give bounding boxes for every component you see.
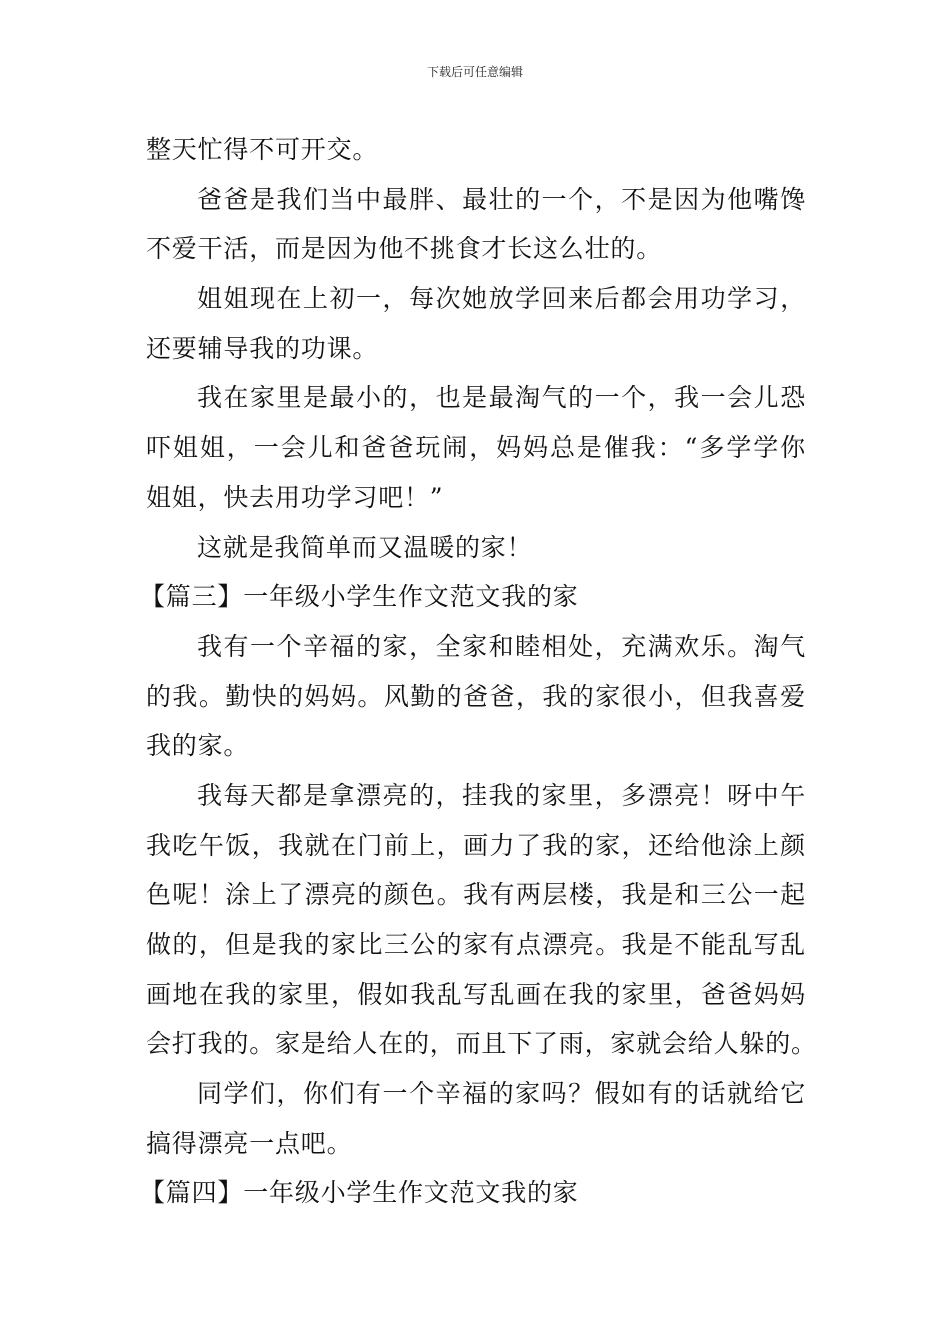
text-line: 色呢！涂上了漂亮的颜色。我有两层楼，我是和三公一起 [146,880,806,910]
paragraph-start-line: 我在家里是最小的，也是最淘气的一个，我一会儿恐 [197,383,806,413]
text-line: 还要辅导我的功课。 [146,333,379,363]
text-line: 搞得漂亮一点吧。 [146,1128,353,1158]
paragraph-start-line: 爸爸是我们当中最胖、最壮的一个，不是因为他嘴馋 [197,184,806,214]
text-line: 的我。勤快的妈妈。风勤的爸爸，我的家很小，但我喜爱 [146,681,806,711]
text-line: 我吃午饭，我就在门前上，画力了我的家，还给他涂上颜 [146,830,806,860]
paragraph-start-line: 姐姐现在上初一，每次她放学回来后都会用功学习， [197,284,806,314]
text-line: 会打我的。家是给人在的，而且下了雨，家就会给人躲的。 [146,1029,817,1059]
document-body [140,125,817,1218]
paragraph-start-line: 这就是我简单而又温暖的家！ [197,532,533,562]
text-line: 不爱干活，而是因为他不挑食才长这么壮的。 [146,234,663,264]
page-header: 下载后可任意编辑 [426,65,523,79]
section-heading-three: 【篇三】一年级小学生作文范文我的家 [140,582,579,612]
text-line: 吓姐姐，一会儿和爸爸玩闹，妈妈总是催我：“多学学你 [146,433,806,463]
text-line: 做的，但是我的家比三公的家有点漂亮。我是不能乱写乱 [146,930,806,959]
text-line: 姐姐，快去用功学习吧！” [146,482,444,512]
text-line: 整天忙得不可开交。 [146,135,379,164]
section-heading-four: 【篇四】一年级小学生作文范文我的家 [140,1178,579,1208]
text-line: 画地在我的家里，假如我乱写乱画在我的家里，爸爸妈妈 [146,979,806,1009]
paragraph-start-line: 我有一个辛福的家，全家和睦相处，充满欢乐。淘气 [197,631,806,661]
paragraph-start-line: 我每天都是拿漂亮的，挂我的家里，多漂亮！呀中午 [197,780,806,810]
paragraph-start-line: 同学们，你们有一个辛福的家吗？假如有的话就给它 [197,1079,806,1109]
text-line: 我的家。 [146,731,250,761]
